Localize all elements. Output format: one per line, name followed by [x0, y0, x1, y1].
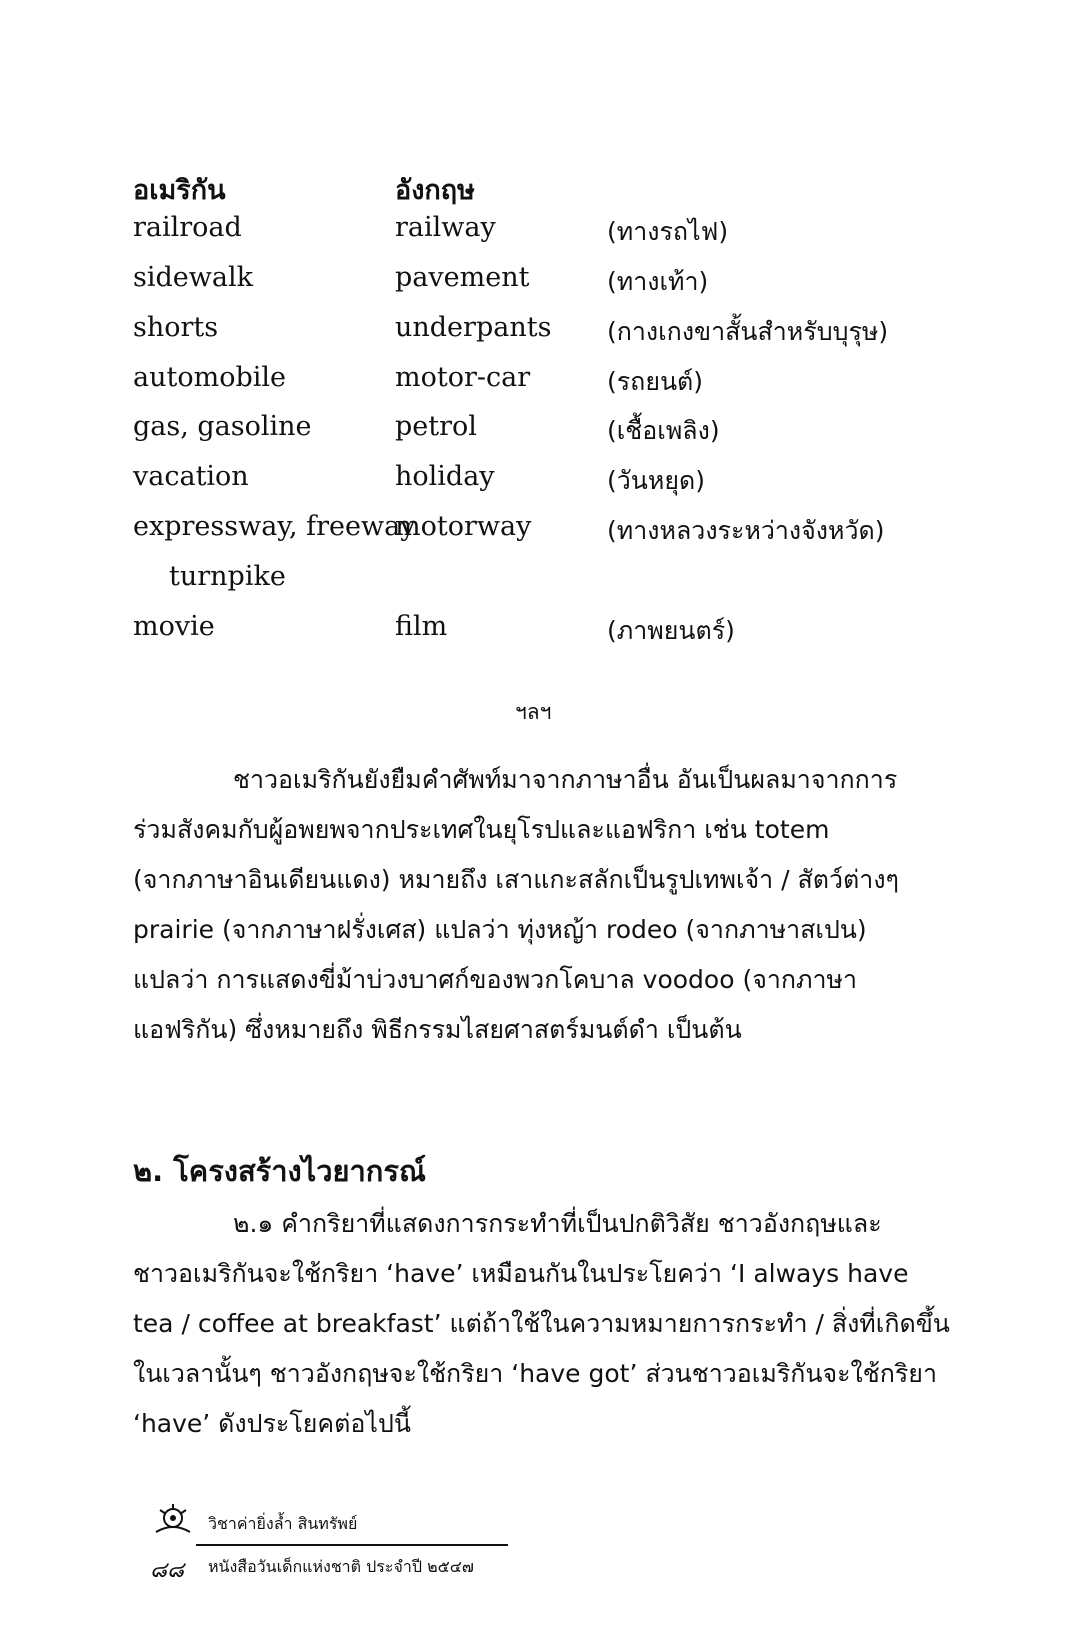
american-word: shorts	[133, 312, 219, 343]
emblem-icon	[152, 1502, 194, 1540]
vocab-row	[133, 362, 953, 412]
footer-divider	[196, 1544, 508, 1546]
british-word: holiday	[395, 461, 495, 492]
american-word: sidewalk	[133, 262, 253, 293]
vocab-row	[133, 262, 953, 312]
header-british: อังกฤษ	[395, 175, 475, 206]
american-word: railroad	[133, 212, 242, 243]
paragraph-line: (จากภาษาอินเดียนแดง) หมายถึง เสาแกะสลักเป็นรูปเทพเจ้า / สัตว์ต่างๆ	[133, 865, 899, 894]
american-word: turnpike	[169, 561, 286, 592]
paragraph-line: ๒.๑ คำกริยาที่แสดงการกระทำที่เป็นปกติวิสัย ชาวอังกฤษและ	[233, 1209, 882, 1238]
american-word: expressway, freeway	[133, 511, 416, 542]
vocab-row	[133, 461, 953, 511]
paragraph-line: ‘have’ ดังประโยคต่อไปนี้	[133, 1409, 411, 1438]
paragraph-line: prairie (จากภาษาฝรั่งเศส) แปลว่า ทุ่งหญ้า rodeo (จากภาษาสเปน)	[133, 915, 867, 944]
vocab-row	[133, 212, 953, 262]
paragraph-line: tea / coffee at breakfast’ แต่ถ้าใช้ในความหมายการกระทำ / สิ่งที่เกิดขึ้น	[133, 1309, 950, 1338]
thai-meaning: (ทางหลวงระหว่างจังหวัด)	[607, 516, 885, 545]
thai-meaning: (ทางรถไฟ)	[607, 217, 729, 246]
british-word: petrol	[395, 411, 477, 442]
vocab-row	[133, 411, 953, 461]
paragraph-line: ในเวลานั้นๆ ชาวอังกฤษจะใช้กริยา ‘have got’ ส่วนชาวอเมริกันจะใช้กริยา	[133, 1359, 937, 1388]
footer-book-title: หนังสือวันเด็กแห่งชาติ ประจำปี ๒๕๔๗	[208, 1557, 474, 1576]
british-word: motorway	[395, 511, 532, 542]
page-number: ๘๘	[150, 1558, 184, 1583]
british-word: railway	[395, 212, 496, 243]
thai-meaning: (ทางเท้า)	[607, 267, 709, 296]
american-word: automobile	[133, 362, 286, 393]
vocab-row	[133, 511, 953, 561]
american-word: gas, gasoline	[133, 411, 312, 442]
section-heading: ๒. โครงสร้างไวยากรณ์	[133, 1154, 426, 1188]
vocab-row	[133, 312, 953, 362]
header-american: อเมริกัน	[133, 175, 226, 206]
etcetera-mark: ฯลฯ	[515, 700, 552, 724]
thai-meaning: (เชื้อเพลิง)	[607, 416, 720, 445]
vocab-row	[133, 611, 953, 661]
british-word: pavement	[395, 262, 530, 293]
paragraph-line: ร่วมสังคมกับผู้อพยพจากประเทศในยุโรปและแอฟริกา เช่น totem	[133, 815, 830, 844]
paragraph-line: ชาวอเมริกันจะใช้กริยา ‘have’ เหมือนกันในประโยคว่า ‘I always have	[133, 1259, 909, 1288]
paragraph-line: แปลว่า การแสดงขี่ม้าบ่วงบาศก์ของพวกโคบาล voodoo (จากภาษา	[133, 965, 858, 994]
thai-meaning: (กางเกงขาสั้นสำหรับบุรุษ)	[607, 317, 889, 346]
vocab-row	[133, 561, 953, 611]
paragraph-line: ชาวอเมริกันยังยืมคำศัพท์มาจากภาษาอื่น อันเป็นผลมาจากการ	[233, 765, 898, 794]
thai-meaning: (รถยนต์)	[607, 367, 704, 396]
american-word: movie	[133, 611, 215, 642]
paragraph-line: แอฟริกัน) ซึ่งหมายถึง พิธีกรรมไสยศาสตร์มนต์ดำ เป็นต้น	[133, 1015, 742, 1044]
british-word: underpants	[395, 312, 552, 343]
thai-meaning: (วันหยุด)	[607, 466, 705, 495]
british-word: film	[395, 611, 448, 642]
american-word: vacation	[133, 461, 249, 492]
thai-meaning: (ภาพยนตร์)	[607, 616, 735, 645]
footer-motto: วิชาค่ายิ่งล้ำ สินทรัพย์	[208, 1514, 358, 1533]
british-word: motor-car	[395, 362, 531, 393]
